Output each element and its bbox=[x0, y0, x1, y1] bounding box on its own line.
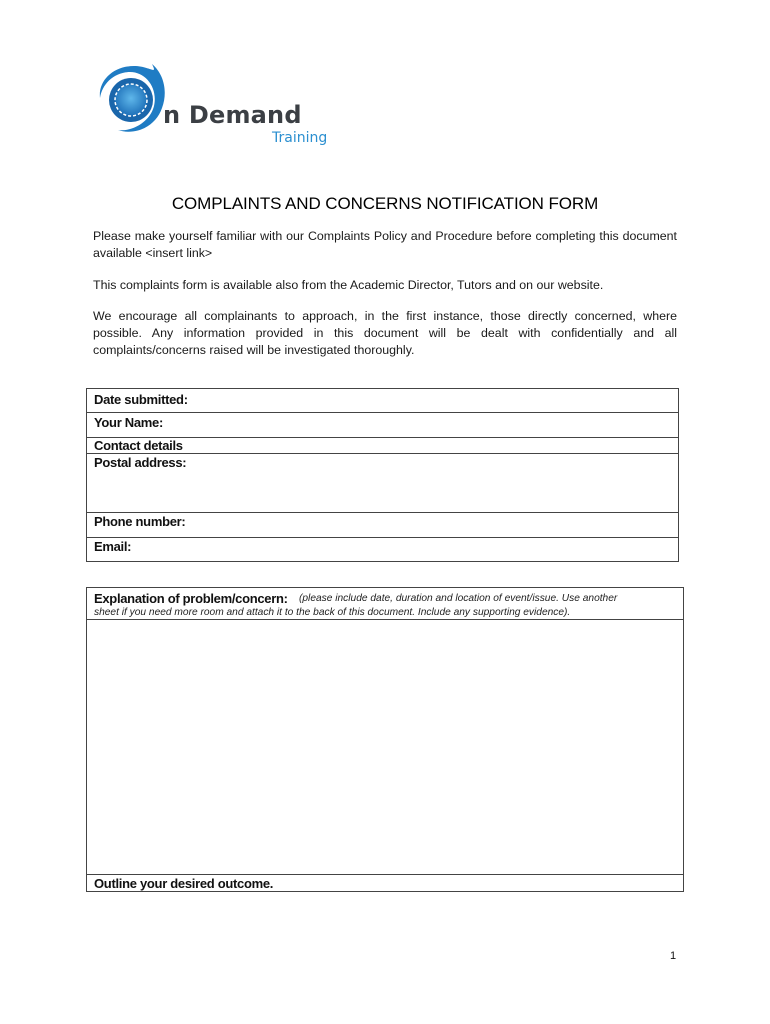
logo-wordmark: n Demand bbox=[163, 101, 302, 129]
date-submitted-label: Date submitted: bbox=[94, 392, 188, 407]
contact-details-label: Contact details bbox=[94, 438, 183, 453]
explanation-note-line-2: sheet if you need more room and attach it to the back of this document. Include any supporting evidence). bbox=[94, 607, 571, 618]
explanation-table bbox=[86, 587, 684, 892]
form-title: COMPLAINTS AND CONCERNS NOTIFICATION FORM bbox=[171, 194, 599, 213]
your-name-field[interactable] bbox=[87, 413, 678, 438]
intro-paragraph-1: Please make yourself familiar with our Complaints Policy and Procedure before completing this document available <insert link> bbox=[93, 229, 677, 260]
contact-details-table bbox=[86, 388, 679, 562]
desired-outcome-field[interactable] bbox=[87, 874, 683, 893]
explanation-text-area[interactable] bbox=[87, 620, 683, 874]
date-submitted-field[interactable] bbox=[87, 389, 678, 413]
page-number: 1 bbox=[670, 950, 677, 962]
explanation-note-line-1: (please include date, duration and location of event/issue. Use another bbox=[299, 593, 618, 604]
email-field[interactable] bbox=[87, 538, 678, 562]
explanation-header bbox=[87, 588, 683, 620]
phone-number-field[interactable] bbox=[87, 513, 678, 538]
your-name-label: Your Name: bbox=[94, 415, 163, 430]
explanation-label: Explanation of problem/concern: bbox=[94, 591, 288, 606]
logo-subtitle: Training bbox=[272, 130, 328, 146]
email-label: Email: bbox=[94, 539, 132, 554]
desired-outcome-label: Outline your desired outcome. bbox=[94, 876, 274, 891]
intro-paragraph-3: We encourage all complainants to approach, in the first instance, those directly concerned, where possible. Any information provided in this document will be dealt with confidentially and all complaints/concerns raised will be investigated thoroughly. bbox=[93, 309, 677, 357]
contact-details-heading-row bbox=[87, 438, 678, 454]
intro-paragraph-2: This complaints form is available also from the Academic Director, Tutors and on our website. bbox=[93, 278, 604, 292]
phone-number-label: Phone number: bbox=[94, 514, 186, 529]
on-demand-training-logo bbox=[92, 58, 342, 148]
postal-address-label: Postal address: bbox=[94, 455, 187, 470]
postal-address-field[interactable] bbox=[87, 454, 678, 513]
